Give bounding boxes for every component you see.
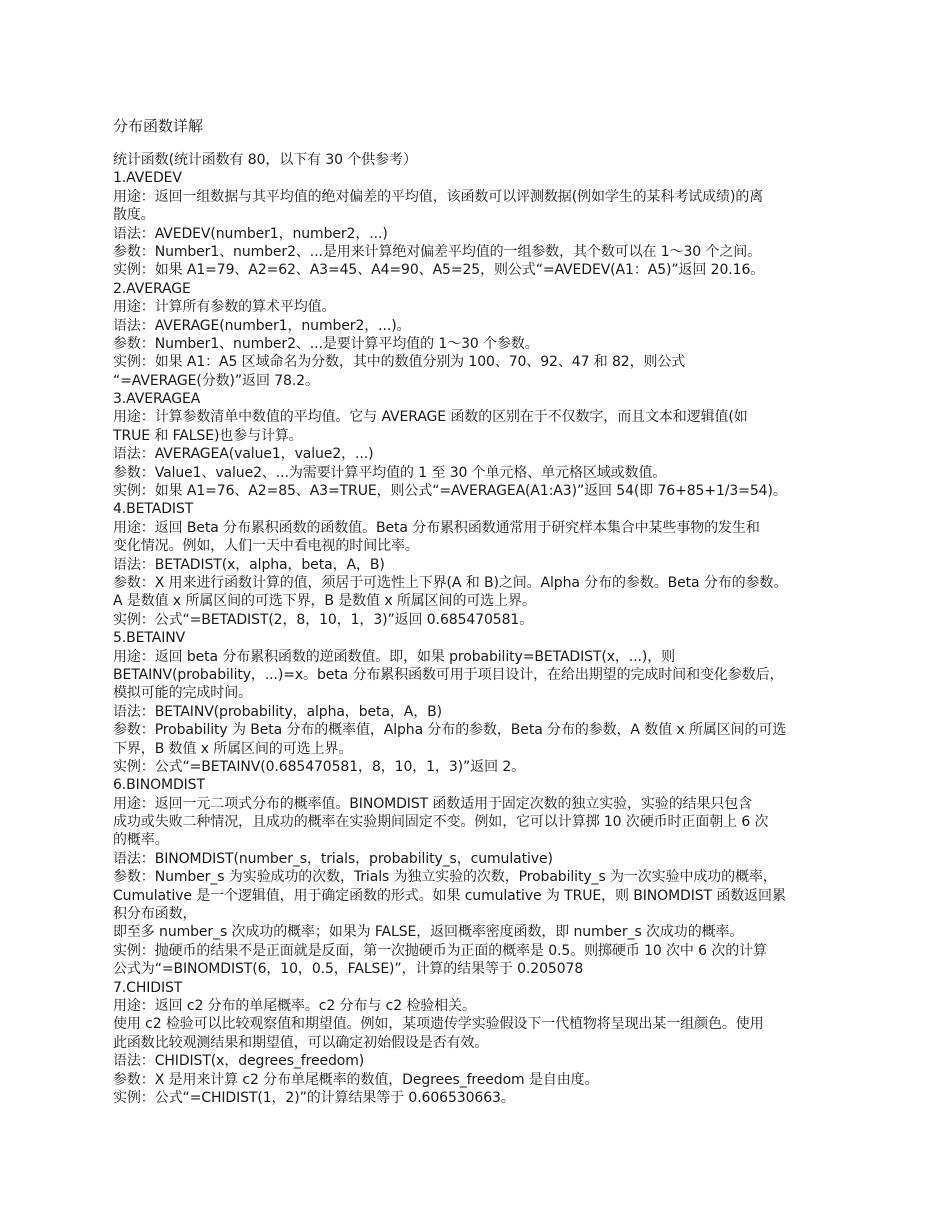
text-line: 下界，B 数值 x 所属区间的可选上界。 — [113, 740, 353, 757]
text-line: 用途：返回 c2 分布的单尾概率。c2 分布与 c2 检验相关。 — [113, 997, 476, 1014]
text-line: 积分布函数， — [113, 906, 197, 923]
text-line: 统计函数(统计函数有 80，以下有 30 个供参考） — [113, 152, 417, 168]
text-line: A 是数值 x 所属区间的可选下界，B 是数值 x 所属区间的可选上界。 — [113, 593, 536, 610]
text-line: 的概率。 — [113, 832, 169, 849]
text-line: 语法：AVERAGE(number1，number2，...)。 — [113, 317, 411, 334]
text-line: 实例：如果 A1=76、A2=85、A3=TRUE，则公式“=AVERAGEA(A1:A3)”返回 54(即 76+85+1/3=54)。 — [113, 483, 787, 500]
document-body — [113, 151, 848, 1107]
text-line: 用途：返回 beta 分布累积函数的逆函数值。即，如果 probability=BETADIST(x，...)，则 — [113, 648, 676, 665]
text-line: 实例：公式“=CHIDIST(1，2)”的计算结果等于 0.606530663。 — [113, 1089, 515, 1106]
text-line: 参数：Number1、number2、...是要计算平均值的 1～30 个参数。 — [113, 335, 539, 352]
text-line: 用途：计算所有参数的算术平均值。 — [113, 299, 336, 316]
text-line: 参数：Number_s 为实验成功的次数，Trials 为独立实验的次数，Probability_s 为一次实验中成功的概率， — [113, 869, 777, 886]
text-line: 散度。 — [113, 207, 155, 224]
text-line: 变化情况。例如，人们一天中看电视的时间比率。 — [113, 538, 419, 555]
text-line: “=AVERAGE(分数)”返回 78.2。 — [113, 372, 319, 389]
text-line: 实例：如果 A1=79、A2=62、A3=45、A4=90、A5=25，则公式“=AVEDEV(A1：A5)”返回 20.16。 — [113, 262, 765, 279]
text-line: 5.BETAINV — [113, 630, 186, 647]
text-line: 用途：计算参数清单中数值的平均值。它与 AVERAGE 函数的区别在于不仅数字，而且文本和逻辑值(如 — [113, 409, 748, 426]
text-line: 参数：Value1、value2、...为需要计算平均值的 1 至 30 个单元格、单元格区域或数值。 — [113, 464, 667, 481]
text-line: 参数：X 用来进行函数计算的值，须居于可选性上下界(A 和 B)之间。Alpha 分布的参数。Beta 分布的参数。 — [113, 574, 788, 591]
document-title: 分布函数详解 — [113, 117, 204, 135]
text-line: 4.BETADIST — [113, 501, 194, 518]
text-line: 公式为“=BINOMDIST(6，10，0.5，FALSE)”，计算的结果等于 0.205078 — [113, 961, 584, 978]
text-line: 语法：AVERAGEA(value1，value2，...) — [113, 446, 374, 463]
text-line: 1.AVEDEV — [113, 170, 182, 187]
text-line: 语法：BETAINV(probability，alpha，beta，A，B) — [113, 703, 443, 720]
text-line: 语法：BINOMDIST(number_s，trials，probability_s，cumulative) — [113, 850, 553, 867]
text-line: 参数：X 是用来计算 c2 分布单尾概率的数值，Degrees_freedom 是自由度。 — [113, 1071, 599, 1088]
text-line: 参数：Number1、number2、...是用来计算绝对偏差平均值的一组参数，其个数可以在 1～30 个之间。 — [113, 243, 762, 260]
text-line: 参数：Probability 为 Beta 分布的概率值，Alpha 分布的参数，Beta 分布的参数，A 数值 x 所属区间的可选 — [113, 722, 787, 739]
text-line: 成功或失败二种情况，且成功的概率在实验期间固定不变。例如，它可以计算掷 10 次硬币时正面朝上 6 次 — [113, 814, 769, 831]
text-line: 模拟可能的完成时间。 — [113, 685, 252, 702]
text-line: 实例：公式“=BETADIST(2，8，10，1，3)”返回 0.685470581。 — [113, 611, 534, 628]
text-line: 实例：如果 A1：A5 区域命名为分数，其中的数值分别为 100、70、92、47 和 82，则公式 — [113, 354, 686, 371]
text-line: 7.CHIDIST — [113, 979, 183, 996]
text-line: 使用 c2 检验可以比较观察值和期望值。例如，某项遗传学实验假设下一代植物将呈现出某一组颜色。使用 — [113, 1016, 764, 1033]
text-line: 语法：CHIDIST(x，degrees_freedom) — [113, 1053, 365, 1070]
text-line: Cumulative 是一个逻辑值，用于确定函数的形式。如果 cumulative 为 TRUE，则 BINOMDIST 函数返回累 — [113, 887, 786, 904]
text-line: 用途：返回 Beta 分布累积函数的函数值。Beta 分布累积函数通常用于研究样本集合中某些事物的发生和 — [113, 519, 760, 536]
text-line: 用途：返回一组数据与其平均值的绝对偏差的平均值，该函数可以评测数据(例如学生的某科考试成绩)的离 — [113, 188, 764, 205]
text-line: TRUE 和 FALSE)也参与计算。 — [113, 427, 303, 444]
text-line: 语法：BETADIST(x，alpha，beta，A，B) — [113, 556, 385, 573]
text-line: 实例：公式“=BETAINV(0.685470581，8，10，1，3)”返回 2。 — [113, 758, 526, 775]
text-line: 即至多 number_s 次成功的概率；如果为 FALSE，返回概率密度函数，即 number_s 次成功的概率。 — [113, 924, 744, 941]
text-line: 用途：返回一元二项式分布的概率值。BINOMDIST 函数适用于固定次数的独立实验，实验的结果只包含 — [113, 795, 753, 812]
text-line: 此函数比较观测结果和期望值，可以确定初始假设是否有效。 — [113, 1034, 489, 1051]
text-line: 6.BINOMDIST — [113, 777, 205, 794]
text-line: BETAINV(probability，...)=x。beta 分布累积函数可用于项目设计，在给出期望的完成时间和变化参数后， — [113, 666, 784, 683]
text-line: 3.AVERAGEA — [113, 391, 201, 408]
text-line: 2.AVERAGE — [113, 280, 191, 297]
text-line: 实例：抛硬币的结果不是正面就是反面，第一次抛硬币为正面的概率是 0.5。则掷硬币 10 次中 6 次的计算 — [113, 942, 767, 959]
text-line: 语法：AVEDEV(number1，number2，...) — [113, 225, 388, 242]
